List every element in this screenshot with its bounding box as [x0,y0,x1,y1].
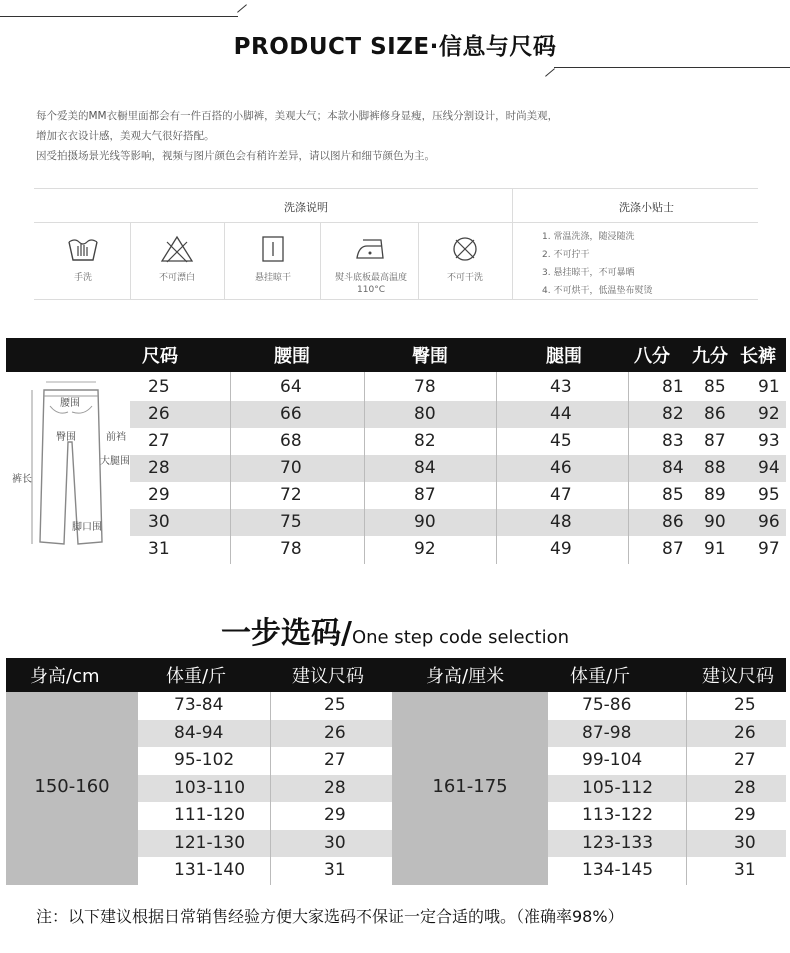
size-cell: 64 [280,377,302,397]
size-header-cell: 臀围 [412,346,448,367]
step-row-right [548,720,786,747]
size-row [130,374,786,401]
intro-line: 每个爱美的MM衣橱里面都会有一件百搭的小脚裤，美观大气；本款小脚裤修身显瘦，压线分割设计，时尚美观， [36,110,559,122]
no-bleach-icon [159,234,195,264]
size-header-cell: 腰围 [274,346,310,367]
height-range-right [392,692,548,885]
tips-header: 洗涤小贴士 [619,201,674,214]
size-cell: 30 [324,832,346,853]
hang-dry-icon [255,234,291,264]
size-cell: 29 [324,805,346,825]
step-row-right [548,775,786,802]
step-row-left [138,720,392,747]
care-tip: 3. 悬挂晾干，不可暴晒 [542,268,635,278]
size-cell: 70 [280,458,302,478]
size-cell: 89 [704,485,726,505]
weight-cell: 111-120 [174,805,246,825]
size-cell: 72 [280,485,302,505]
step-row-right [548,830,786,857]
step-table-body [6,692,786,885]
hand-wash-icon [65,234,101,264]
size-cell: 88 [704,458,726,478]
size-cell: 82 [662,404,684,424]
size-col-line [230,372,231,564]
size-cell: 92 [758,404,780,424]
header-divider-bottom-slash [545,68,555,76]
step-row-left [138,775,392,802]
step-col-line [270,692,271,885]
intro-line: 增加衣衣设计感，美观大气很好搭配。 [36,130,215,142]
diagram-label-hem: 脚口围 [72,522,102,533]
size-cell: 96 [758,512,780,532]
diagram-label-hip: 臀围 [56,432,76,443]
size-cell: 30 [734,832,756,853]
size-cell: 78 [280,539,302,559]
size-cell: 91 [704,539,726,559]
size-cell: 84 [414,458,436,478]
care-table [34,188,758,300]
step-table-header [6,658,786,692]
care-tips [542,228,652,300]
size-cell: 29 [734,805,756,825]
size-cell: 97 [758,539,780,559]
step-header-cell: 体重/斤 [166,666,227,687]
size-cell: 30 [148,512,170,532]
step-title [0,608,790,652]
size-table-header [6,338,786,372]
size-row [130,536,786,563]
care-item-no-dry-clean [416,234,514,284]
height-range-left-text: 150-160 [34,776,110,797]
iron-icon [353,234,389,264]
diagram-label-thigh: 大腿围 [100,456,130,467]
size-cell: 75 [280,512,302,532]
care-item-iron [322,234,420,296]
size-cell: 92 [414,539,436,559]
step-header-cell: 身高/厘米 [426,666,505,687]
care-label: 不可干洗 [446,273,483,283]
size-cell: 27 [734,750,756,770]
care-item-hand-wash [34,234,132,284]
weight-cell: 121-130 [174,832,246,853]
weight-cell: 73-84 [174,695,224,715]
size-cell: 31 [148,539,170,559]
title-cn: ·信息与尺码 [429,34,557,60]
weight-cell: 84-94 [174,722,224,743]
size-cell: 87 [662,539,684,559]
intro-text [36,106,646,166]
size-cell: 26 [734,722,756,743]
size-cell: 81 [662,377,684,397]
size-cell: 85 [662,485,684,505]
step-row-left [138,692,392,719]
size-cell: 45 [550,431,572,451]
size-cell: 93 [758,431,780,451]
size-header-cell: 八分 [634,346,670,367]
title-en: PRODUCT SIZE [233,34,430,60]
weight-cell: 103-110 [174,777,246,798]
care-tip: 2. 不可拧干 [542,250,590,260]
step-row-right [548,857,786,884]
care-tip: 1. 常温洗涤，随浸随洗 [542,232,635,242]
size-row [130,455,786,482]
weight-cell: 123-133 [582,832,654,853]
step-title-cn: 一步选码/ [220,616,352,651]
step-row-right [548,692,786,719]
size-row [130,428,786,455]
diagram-label-length: 裤长 [12,474,32,485]
size-cell: 90 [414,512,436,532]
care-label: 熨斗底板最高温度110°C [334,273,407,295]
size-cell: 44 [550,404,572,424]
size-cell: 31 [734,860,756,880]
size-cell: 95 [758,485,780,505]
size-cell: 46 [550,458,572,478]
weight-cell: 105-112 [582,777,654,798]
header-divider-bottom [554,67,790,68]
size-cell: 94 [758,458,780,478]
size-table-body [6,372,786,564]
size-cell: 27 [148,431,170,451]
step-row-right [548,747,786,774]
care-top-line [34,188,758,189]
size-row [130,509,786,536]
size-cell: 25 [324,695,346,715]
size-cell: 86 [704,404,726,424]
size-cell: 29 [148,485,170,505]
size-cell: 83 [662,431,684,451]
size-header-cell: 腿围 [546,346,582,367]
size-cell: 86 [662,512,684,532]
step-header-cell: 建议尺码 [702,666,774,687]
size-cell: 25 [734,695,756,715]
size-cell: 31 [324,860,346,880]
size-cell: 66 [280,404,302,424]
size-col-line [628,372,629,564]
weight-cell: 75-86 [582,695,632,715]
size-cell: 26 [148,404,170,424]
size-cell: 27 [324,750,346,770]
size-cell: 87 [704,431,726,451]
care-label: 不可漂白 [158,273,195,283]
size-cell: 48 [550,512,572,532]
weight-cell: 87-98 [582,722,632,743]
size-cell: 28 [734,777,756,798]
step-row-left [138,857,392,884]
size-cell: 25 [148,377,170,397]
step-header-cell: 建议尺码 [292,666,364,687]
washing-header: 洗涤说明 [284,201,328,214]
step-row-left [138,802,392,829]
step-title-en: One step code selection [351,627,570,648]
care-label: 手洗 [73,273,92,283]
size-cell: 82 [414,431,436,451]
size-cell: 90 [704,512,726,532]
size-col-line [364,372,365,564]
step-header-cell: 体重/斤 [570,666,631,687]
size-row [130,482,786,509]
size-cell: 78 [414,377,436,397]
weight-cell: 95-102 [174,750,235,770]
intro-line: 因受拍摄场景光线等影响，视频与图片颜色会有稍许差异，请以图片和细节颜色为主。 [36,150,435,162]
size-cell: 28 [148,458,170,478]
height-range-left [6,692,138,885]
height-range-right-text: 161-175 [432,776,508,797]
size-cell: 85 [704,377,726,397]
care-item-no-bleach [128,234,226,284]
diagram-label-waist: 腰围 [60,398,80,409]
size-cell: 80 [414,404,436,424]
care-item-hang-dry [224,234,322,284]
size-header-cell: 尺码 [142,346,178,367]
size-cell: 84 [662,458,684,478]
size-cell: 49 [550,539,572,559]
pants-diagram [6,372,130,564]
step-row-left [138,747,392,774]
care-label: 悬挂晾干 [254,273,291,283]
size-header-cell: 九分 [692,346,728,367]
weight-cell: 99-104 [582,750,643,770]
size-cell: 47 [550,485,572,505]
header-divider-top-slash [237,4,247,12]
step-header-cell: 身高/cm [30,666,100,687]
weight-cell: 113-122 [582,805,654,825]
size-cell: 68 [280,431,302,451]
weight-cell: 131-140 [174,860,246,880]
weight-cell: 134-145 [582,860,654,880]
size-cell: 28 [324,777,346,798]
step-row-left [138,830,392,857]
header-divider-top [0,16,238,17]
size-cell: 87 [414,485,436,505]
size-cell: 91 [758,377,780,397]
size-cell: 26 [324,722,346,743]
size-header-cell: 长裤 [740,346,776,367]
page-title [0,28,790,61]
care-tip: 4. 不可烘干，低温垫布熨烫 [542,286,653,296]
size-row [130,401,786,428]
step-row-right [548,802,786,829]
care-head-line [34,222,758,223]
size-col-line [496,372,497,564]
step-col-line [686,692,687,885]
diagram-label-front-rise: 前裆 [106,432,126,443]
no-dry-clean-icon [447,234,483,264]
size-cell: 43 [550,377,572,397]
footnote: 注：以下建议根据日常销售经验方便大家选码不保证一定合适的哦。（准确率98%） [36,907,624,926]
